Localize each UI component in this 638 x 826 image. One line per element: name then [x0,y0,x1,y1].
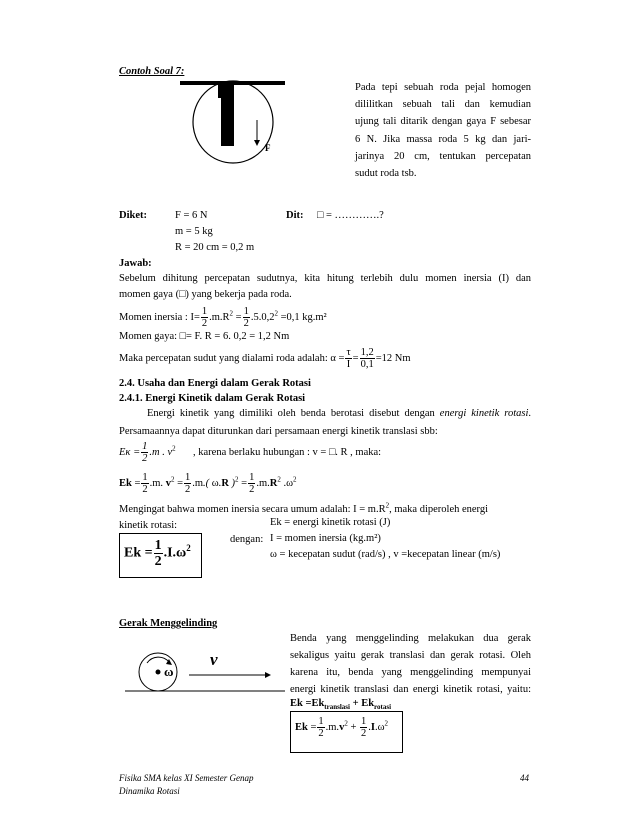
footer-left-line1: Fisika SMA kelas XI Semester Genap [119,773,254,783]
diket-item: R = 20 cm = 0,2 m [175,242,255,253]
rolling-sum: $Ek =Ek_{translasi} + Ek_{rotasi}$ [290,698,392,712]
paragraph-ek: Energi kinetik yang dimiliki oleh benda berotasi disebut dengan energi kinetik rotasi. Persamaannya dapat diturunkan dari persamaan energi kinetik translasi sbb: [119,408,531,437]
inertia-equation: Momen inersia : I= $\frac{1}{2}$ $.m.R^2$ = $\frac{1}{2}$ .5.0,2$^2$ =0,1 kg.m² [119,306,327,330]
ek-rotation-derivation: Ek = $\frac{1}{2}$ .m. $v^2$ = $\frac{1}{2}$ .m.( ω.R )$^2$ = $\frac{1}{2}$ $.m.R^2$ $.\omega^2$ [119,472,297,496]
rolling-figure [125,650,285,698]
rotation-arc [147,657,169,663]
dit-value: □ = ………….? [317,210,384,221]
problem-line: 6 N. Jika massa roda 5 kg dan jari- [355,133,531,145]
problem-line: Pada tepi sebuah roda pejal homogen [355,82,531,93]
torque-line: Momen gaya: □= F. R = 6. 0,2 = 1,2 Nm [119,331,290,342]
section-heading: 2.4. Usaha dan Energi dalam Gerak Rotasi [119,378,311,389]
example-heading: Contoh Soal 7: [119,66,185,77]
definition-omega: ω = kecepatan sudut (rad/s) , v =kecepatan linear (m/s) [270,549,501,560]
velocity-label: v [210,650,218,669]
paragraph-kinetic-rotasi: kinetik rotasi: [119,520,178,531]
force-label: F [265,143,271,153]
subsection-heading: 2.4.1. Energi Kinetik dalam Gerak Rotasi [119,393,306,404]
definition-ek: Ek = energi kinetik rotasi (J) [270,517,391,528]
jawab-label: Jawab: [119,258,152,269]
wheel-figure [170,80,290,170]
diket-item: F = 6 N [175,210,208,221]
rolling-formula: Ek = $\frac{1}{2}$ $.m.v^2$ + $\frac{1}{2}$ $.I.\omega^2$ [295,716,388,739]
relation-text: , karena berlaku hubungan : v = □. R , maka: [193,447,382,458]
dit-label: Dit: [286,210,304,221]
diket-item: m = 5 kg [175,226,213,237]
diket-label: Diket: [119,210,147,221]
jawab-line: momen gaya (□) yang bekerja pada roda. [119,289,292,300]
rolling-line: sekaligus yaitu gerak translasi dan gerak rotasi. Oleh [290,650,531,661]
velocity-arrowhead [265,672,271,678]
definition-inertia: I = momen inersia (kg.m²) [270,533,381,544]
problem-line: dililitkan sebuah tali dan kemudian [355,99,531,111]
omega-label: ω [164,664,174,679]
dengan-label: dengan: [230,534,264,545]
page-number: 44 [520,773,529,783]
problem-text [355,79,531,182]
rolling-formula-box [290,711,403,753]
rolling-line: karena itu, benda yang menggelinding mempunyai [290,667,531,678]
support-rod [221,84,234,146]
ek-rotation-formula: Ek = $\frac{1}{2}$ $.I.\omega^2$ [124,538,191,569]
problem-line: sudut roda tsb. [355,168,417,180]
wheel-center [156,670,161,675]
problem-line: jarinya 20 cm, tentukan percepatan [355,150,531,162]
force-arrowhead [254,140,260,146]
rolling-line: energi kinetik translasi dan energi kinetik rotasi, yaitu: [290,684,531,695]
ek-rotation-formula-box [119,533,202,578]
rolling-line: Benda yang menggelinding melakukan dua gerak [290,633,531,644]
accel-equation: Maka percepatan sudut yang dialami roda adalah: α = $\frac{\tau}{I}$ = $\frac{1,2}{0,1}$ =12 Nm [119,347,411,370]
paragraph-inertia: Mengingat bahwa momen inersia secara umum adalah: $I = m.R^2$, maka diperoleh energi [119,501,489,515]
ek-translational-equation: Eκ = $\frac{1}{2}$ .m . $v^2$ [119,441,176,465]
rolling-text [290,630,531,698]
rolling-heading: Gerak Menggelinding [119,618,218,629]
footer-left-line2: Dinamika Rotasi [119,786,180,796]
jawab-line: Sebelum dihitung percepatan sudutnya, kita hitung terlebih dulu momen inersia (I) dan [119,273,531,284]
problem-line: ujung tali ditarik dengan gaya F sebesar [355,116,531,128]
